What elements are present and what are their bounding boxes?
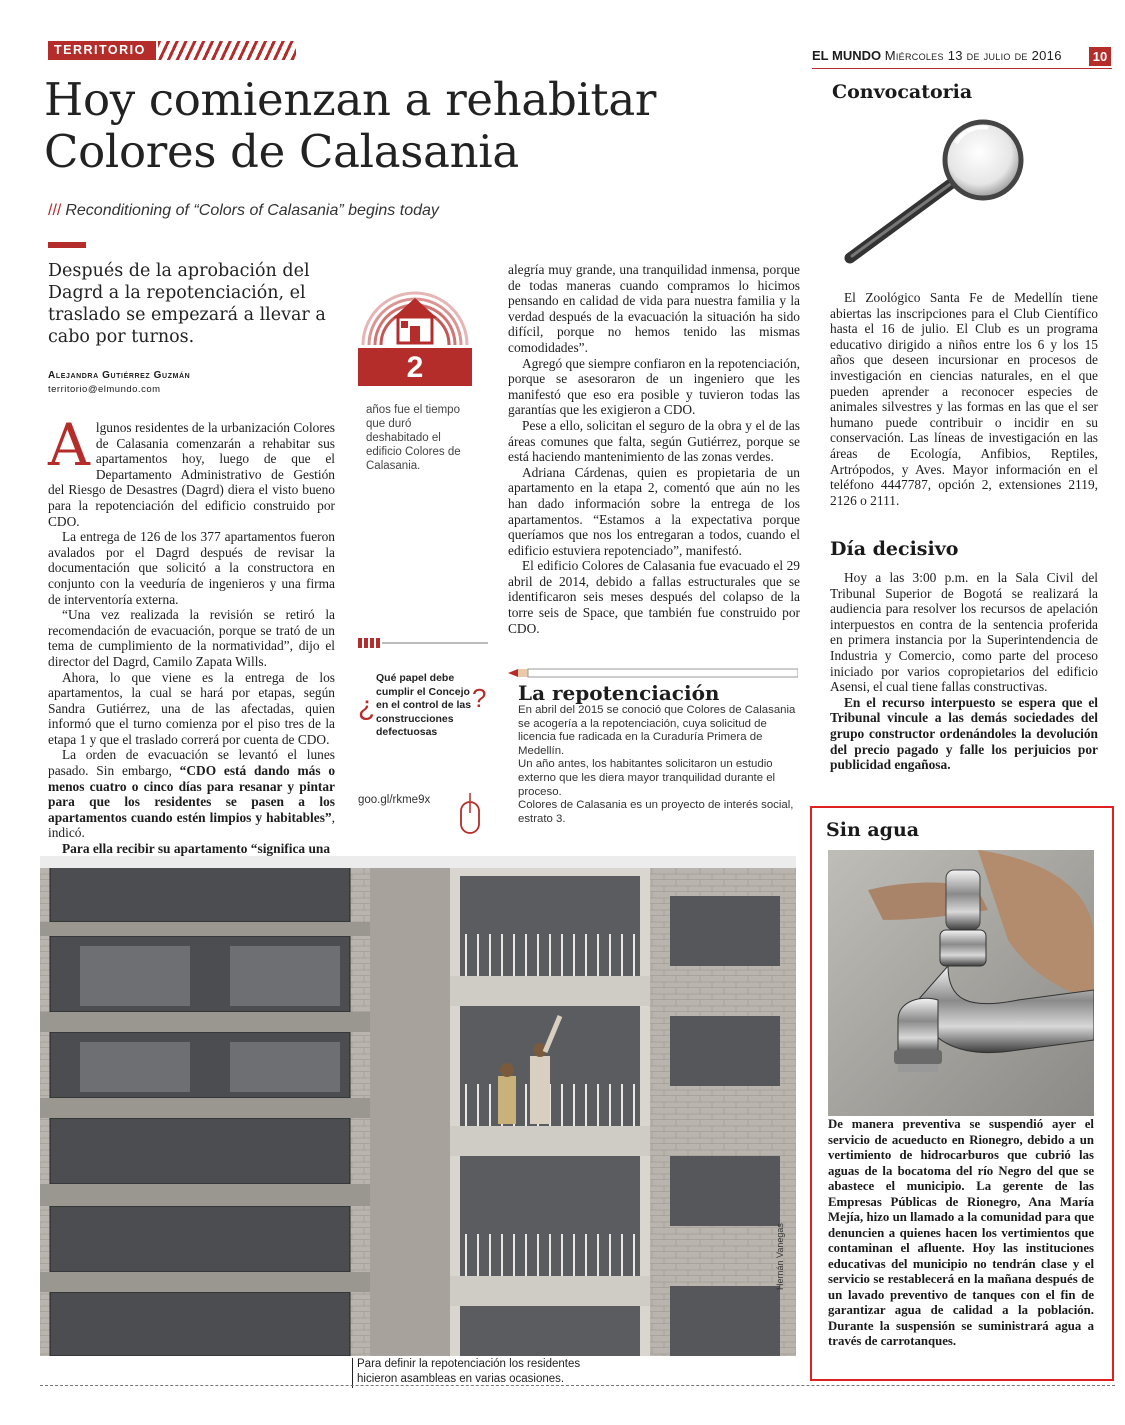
paragraph: Un año antes, los habitantes solicitaron un estudio externo que les diera mayor tranquilidad durante el proceso.: [518, 758, 776, 798]
section-stripes: [158, 41, 296, 60]
paragraph: lgunos residentes de la urbanización Colores de Calasania comenzarán a rehabitar sus apartamentos hoy, luego de que el Departamento Administrativo de Gestión del Riesgo de Desastres (Dagrd) diera el visto bueno para la repotenciación del edificio construido por CDO.: [48, 420, 335, 529]
photo-credit: Hernán Vanegas: [775, 1223, 785, 1290]
paragraph-text: , indicó.: [48, 809, 335, 841]
paragraph: Para ella recibir su apartamento “significa una: [62, 841, 331, 857]
issue-date: Miércoles 13 de julio de 2016: [884, 48, 1062, 63]
dia-decisivo-body: [830, 570, 1098, 773]
convocatoria-body: [830, 290, 1098, 508]
question-open-mark: ¿: [358, 690, 376, 721]
highlighted-quote: “CDO está dando más o menos cuatro o cinco días para resanar y pintar para que los residentes se pasen a los apartamentos cuando estén limpios y habitables”: [48, 763, 336, 825]
faucet-photo: [828, 850, 1094, 1116]
house-icon: [363, 293, 467, 345]
repotenciacion-title: La repotenciación: [518, 681, 720, 705]
paragraph: Agregó que siempre confiaron en la repotenciación, porque se asesoraron de un ingeniero que les manifestó que eso era posible y tuvieron todas las garantías que les exigieron a CDO.: [508, 355, 800, 418]
page-number: 10: [1089, 47, 1111, 66]
magnifier-icon: [838, 118, 1038, 268]
sin-agua-body: De manera preventiva se suspendió ayer el servicio de acueducto en Rionegro, debido a un vertimiento de hidrocarburos que cubrió las aguas de la bocatoma del río Negro del que se abastece el municipio. La gerente de las Empresas Públicas de Rionegro, Ana María Mejía, hizo un llamado a la comunidad para que denuncien a quienes hacen los vertimientos que contaminan el afluente. Hoy las instituciones educativas del municipio no tendrán clase y el servicio se restablecerá en la mañana después de un lavado preventivo de tanques con el fin de garantizar agua de calidad a la población. Durante la suspensión se suministrará agua a través de carrotanques.: [828, 1117, 1094, 1348]
paragraph: En abril del 2015 se conoció que Colores de Calasania se acogería a la repotenciación, cuya solicitud de licencia fue radicada en la Curaduría Primera de Medellín.: [518, 704, 796, 757]
paragraph-text: La orden de evacuación se levantó el lunes pasado. Sin embargo,: [48, 747, 335, 779]
article-column-2: [508, 262, 800, 636]
bottom-rule: [40, 1385, 1115, 1386]
subhead-slashes: ///: [48, 202, 62, 219]
paragraph: Pese a ello, solicitan el seguro de la obra y el de las áreas comunes que falta, según Gutiérrez, porque se está haciendo mantenimiento de las zonas verdes.: [508, 417, 800, 465]
byline-author: Alejandra Gutiérrez Guzmán: [48, 370, 191, 381]
paragraph: alegría muy grande, una tranquilidad inmensa, porque de todas maneras cuando compramos lo hicimos pensando en calidad de vida para nuestra familia y la verdad después de la evacuación la situación ha sido difícil, porque no hemos tenido las mismas comodidades”.: [508, 262, 800, 355]
english-subhead: [48, 202, 439, 220]
byline-email: territorio@elmundo.com: [48, 384, 161, 395]
headline: Hoy comienzan a rehabitar Colores de Calasania: [44, 73, 657, 178]
subhead-text: Reconditioning of “Colors of Calasania” begins today: [65, 202, 439, 219]
paragraph: En el recurso interpuesto se espera que el Tribunal vincule a las demás sociedades del grupo constructor ordenándoles la devolución del precio pagado y falle los perjuicios por publicidad engañosa.: [830, 694, 1098, 773]
infographic-caption: años fue el tiempo que duró deshabitado el edificio Colores de Calasania.: [366, 404, 461, 472]
mouse-icon: [458, 793, 482, 835]
paragraph: La entrega de 126 de los 377 apartamentos fueron avalados por el Dagrd después de revisar la documentación que solicitó a la constructora en conjunto con la veeduría de ingenieros y una firma de interventoría externa.: [48, 529, 335, 607]
question-link[interactable]: goo.gl/rkme9x: [358, 794, 431, 806]
infographic-number: 2: [406, 351, 424, 384]
question-bar: [358, 636, 488, 650]
paragraph: El edificio Colores de Calasania fue evacuado el 29 abril de 2014, debido a fallas estructurales que se identificaron seis meses después del colapso de la torre seis de Space, que también fue construido por CDO.: [508, 558, 800, 636]
paragraph: Colores de Calasania es un proyecto de interés social, estrato 3.: [518, 799, 794, 825]
paragraph: Hoy a las 3:00 p.m. en la Sala Civil del Tribunal Superior de Bogotá se realizará la audiencia para resolver los recursos de apelación interpuestos en contra de la sentencia proferida en primera instancia por la Superintendencia de Industria y Comercio, como parte del proceso iniciado por varios copropietarios del edificio Asensi, el cual tiene fallas constructivas.: [830, 570, 1098, 695]
paragraph: Adriana Cárdenas, quien es propietaria de un apartamento en la etapa 2, comentó que aún no les han dado información sobre la entrega de los apartamentos. “Estamos a la expectativa porque queríamos que nos los entregaran a todos, cuando el edificio estuviera repotenciado”, manifestó.: [508, 464, 800, 558]
header-rule: [812, 68, 1112, 69]
paragraph: [48, 747, 335, 841]
drop-cap: A: [48, 411, 90, 479]
masthead: [812, 48, 1062, 63]
article-column-1: [48, 411, 336, 857]
section-tag: TERRITORIO: [48, 41, 156, 60]
dia-decisivo-title: Día decisivo: [830, 538, 959, 560]
paragraph: Ahora, lo que viene es la entrega de los apartamentos, la cual se hará por etapas, según Sandra Gutiérrez, una de las afectadas, quien informó que el turno comienza por el piso tres de la etapa 1 y que el traslado correrá por cuenta de CDO.: [48, 669, 335, 747]
repotenciacion-body: [518, 704, 800, 826]
lead-paragraph: Después de la aprobación del Dagrd a la repotenciación, el traslado se empezará a llevar a cabo por turnos.: [48, 261, 326, 347]
paper-name: EL MUNDO: [812, 48, 882, 63]
convocatoria-title: Convocatoria: [832, 81, 973, 103]
building-photo: [40, 856, 796, 1356]
red-dash-divider: [48, 242, 86, 248]
caption-bar: [352, 1358, 353, 1388]
question-close-mark: ?: [472, 683, 487, 713]
sin-agua-title: Sin agua: [826, 819, 920, 841]
photo-caption: Para definir la repotenciación los residentes hicieron asambleas en varias ocasiones.: [357, 1358, 581, 1385]
paragraph: El Zoológico Santa Fe de Medellín tiene abiertas las inscripciones para el Club Científico hasta el 16 de julio. El Club es un programa educativo dirigido a niños entre los 6 y los 15 años que deseen incursionar en procesos de investigación en ciencias naturales, en el que pueden aprender a reconocer especies de animales silvestres y las formas en las que el ser humano puede contribuir o incidir en su conservación. Las líneas de investigación en las áreas de Ecología, Anfibios, Reptiles, Artrópodos, y Aves. Mayor información en el teléfono 4447787, opción 2, extensiones 2119, 2126 o 2111.: [830, 290, 1098, 508]
paragraph: “Una vez realizada la revisión se retiró la recomendación de evacuación, porque se trató de un tema de cumplimiento de la normatividad”, dijo el director del Dagrd, Camilo Zapata Wills.: [48, 607, 335, 669]
question-text: Qué papel debe cumplir el Concejo en el control de las construcciones defectuosas: [376, 672, 472, 738]
